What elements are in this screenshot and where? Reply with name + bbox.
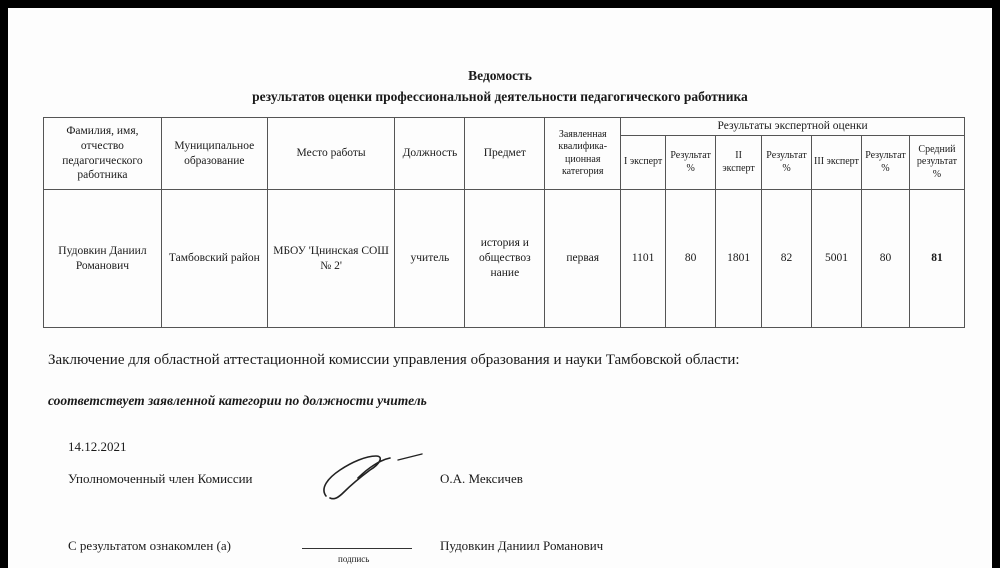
header-subject: Предмет (465, 118, 545, 190)
header-expert-2: II эксперт (716, 136, 762, 190)
header-expert-1: I эксперт (621, 136, 666, 190)
cell-average: 81 (909, 190, 964, 328)
cell-expert-3: 5001 (812, 190, 862, 328)
header-category: Заявленная квалифика-ционная категория (545, 118, 621, 190)
cell-result-2: 82 (762, 190, 812, 328)
document-date: 14.12.2021 (68, 439, 127, 454)
header-result-3: Результат % (861, 136, 909, 190)
cell-workplace: МБОУ 'Цнинская СОШ № 2' (267, 190, 395, 328)
cell-name: Пудовкин Даниил Романович (44, 190, 162, 328)
header-municipality: Муниципальное образование (161, 118, 267, 190)
cell-result-1: 80 (666, 190, 716, 328)
conclusion-verdict: соответствует заявленной категории по должности учитель (48, 393, 427, 408)
cell-expert-1: 1101 (621, 190, 666, 328)
document-title: Ведомость (468, 68, 532, 83)
cell-municipality: Тамбовский район (161, 190, 267, 328)
signature-caption: подпись (338, 554, 370, 564)
table-row (44, 190, 965, 328)
header-result-2: Результат % (762, 136, 812, 190)
signature-line (302, 548, 412, 549)
handwritten-signature (318, 448, 428, 504)
header-name: Фамилия, имя, отчество педагогического работника (44, 118, 162, 190)
header-workplace: Место работы (267, 118, 395, 190)
commission-member-name: О.А. Мексичев (440, 471, 523, 486)
header-position: Должность (395, 118, 465, 190)
header-results-group: Результаты экспертной оценки (621, 118, 965, 136)
cell-result-3: 80 (861, 190, 909, 328)
commission-member-label: Уполномоченный член Комиссии (68, 471, 253, 486)
results-table (43, 117, 965, 328)
cell-expert-2: 1801 (716, 190, 762, 328)
cell-position: учитель (395, 190, 465, 328)
cell-category: первая (545, 190, 621, 328)
header-expert-3: III эксперт (812, 136, 862, 190)
document-subtitle: результатов оценки профессиональной деятельности педагогического работника (252, 89, 748, 104)
header-result-1: Результат % (666, 136, 716, 190)
acknowledgement-label: С результатом ознакомлен (а) (68, 538, 231, 553)
cell-subject: история и обществоз нание (465, 190, 545, 328)
header-average: Средний результат % (909, 136, 964, 190)
acknowledgement-name: Пудовкин Даниил Романович (440, 538, 604, 553)
conclusion-text: Заключение для областной аттестационной комиссии управления образования и науки Тамбовской области: (48, 352, 740, 368)
